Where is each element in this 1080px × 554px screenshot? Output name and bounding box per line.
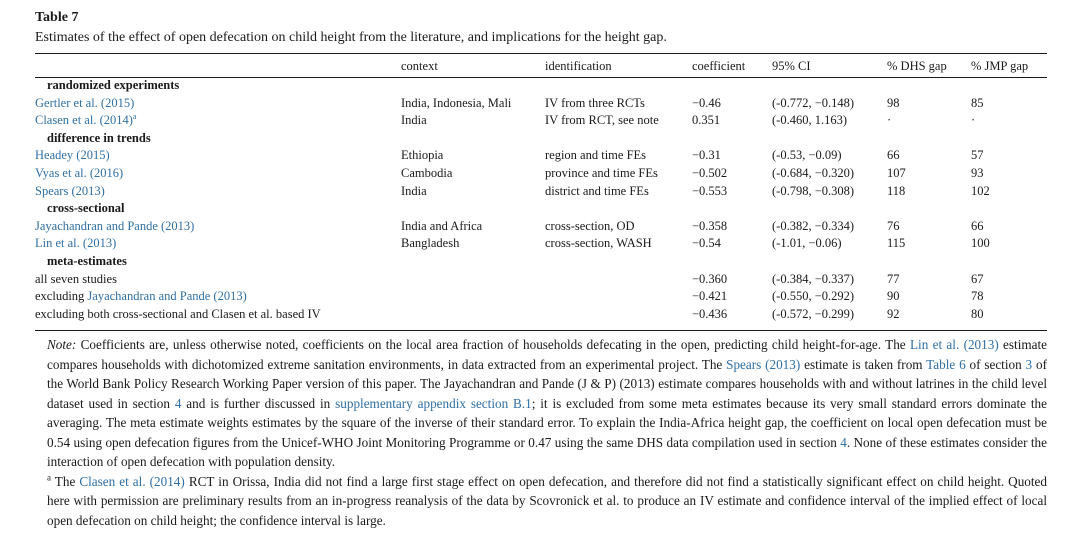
context-cell: India, Indonesia, Mali bbox=[401, 95, 512, 110]
dhs-gap-cell: 77 bbox=[887, 271, 900, 286]
coefficient-cell: −0.553 bbox=[692, 183, 728, 198]
ci-cell: (-0.772, −0.148) bbox=[772, 95, 855, 110]
jmp-gap-cell: 66 bbox=[971, 218, 984, 233]
context-cell bbox=[401, 288, 545, 306]
note-link-section4[interactable]: 4 bbox=[174, 395, 182, 411]
coefficient-cell: −0.46 bbox=[692, 95, 721, 110]
note-text: of section bbox=[965, 356, 1026, 372]
ci-cell: (-0.550, −0.292) bbox=[772, 289, 855, 304]
table-title: Table 7 bbox=[35, 10, 79, 25]
note-text: of the World Bank Policy Research Working Paper version of this paper. The Jayachandran and Pande (J & P) (2013) estimate compares households with and without latrines in the child level dataset used in section bbox=[47, 356, 1047, 411]
coefficient-cell: 0.351 bbox=[692, 113, 721, 128]
note-link-appendix[interactable]: supplementary appendix section B.1 bbox=[335, 395, 532, 411]
note-link-section4b[interactable]: 4 bbox=[840, 434, 847, 450]
table-notes bbox=[47, 335, 1047, 530]
identification-cell bbox=[545, 288, 692, 306]
estimates-table bbox=[35, 55, 1047, 323]
group-label: difference in trends bbox=[47, 130, 151, 145]
study-prefix: excluding bbox=[35, 289, 88, 304]
dhs-gap-cell: 92 bbox=[887, 306, 900, 321]
coefficient-cell: −0.54 bbox=[692, 236, 721, 251]
group-row bbox=[35, 200, 1047, 218]
note-text: ; it is excluded from some meta estimates because its very small standard errors dominate the averaging. The meta estimate weights estimates by the square of the inverse of their standard error. To explain the India-Africa height gap, the coefficient on local open defecation must be 0.54 using open defecation figures from the Unicef-WHO Joint Monitoring Programme or 0.47 using the same DHS data compilation used in section bbox=[47, 395, 1047, 450]
study-cell bbox=[35, 112, 401, 130]
note-link-spears[interactable]: Spears (2013) bbox=[726, 356, 801, 372]
table-row bbox=[35, 288, 1047, 306]
jmp-gap-cell: 67 bbox=[971, 271, 984, 286]
header-dhs-gap: % DHS gap bbox=[887, 59, 947, 73]
dhs-gap-cell: 76 bbox=[887, 218, 900, 233]
study-citation-link[interactable]: Lin et al. (2013) bbox=[35, 236, 117, 251]
ci-cell: (-1.01, −0.06) bbox=[772, 236, 842, 251]
study-cell: excluding both cross-sectional and Clasen et al. based IV bbox=[35, 306, 321, 321]
identification-cell: cross-section, WASH bbox=[545, 236, 652, 251]
context-cell: Ethiopia bbox=[401, 148, 444, 163]
dhs-gap-cell: 115 bbox=[887, 236, 906, 251]
identification-cell: IV from RCT, see note bbox=[545, 113, 659, 128]
table-row bbox=[35, 165, 1047, 183]
table-top-rule bbox=[35, 53, 1047, 54]
context-cell: Bangladesh bbox=[401, 236, 460, 251]
coefficient-cell: −0.358 bbox=[692, 218, 728, 233]
note-text: estimate compares households with dichotomized extreme sanitation environments, in data extracted from an experimental project. The bbox=[47, 337, 1047, 372]
jmp-gap-cell: 93 bbox=[971, 165, 984, 180]
group-label: meta-estimates bbox=[47, 253, 127, 268]
table-row bbox=[35, 306, 1047, 324]
group-row bbox=[35, 77, 1047, 95]
footnote-mark: a bbox=[47, 472, 51, 483]
jmp-gap-cell: · bbox=[971, 113, 976, 128]
table-row bbox=[35, 183, 1047, 201]
note-paragraph bbox=[47, 335, 1047, 472]
header-coefficient: coefficient bbox=[692, 59, 746, 73]
study-cell: all seven studies bbox=[35, 271, 117, 286]
context-cell bbox=[401, 306, 545, 324]
ci-cell: (-0.384, −0.337) bbox=[772, 271, 855, 286]
ci-cell: (-0.53, −0.09) bbox=[772, 148, 842, 163]
note-link-table6[interactable]: Table 6 bbox=[926, 356, 966, 372]
footnote-text: RCT in Orissa, India did not find a large first stage effect on open defecation, and therefore did not find a statistically significant effect on child height. Quoted here with permission are preliminary results from an in-progress reanalysis of the data by Scovronick et al. to produce an IV estimate and confidence interval of the implied effect of local open defecation on child height; the confidence interval is large. bbox=[47, 473, 1048, 528]
jmp-gap-cell: 78 bbox=[971, 289, 984, 304]
dhs-gap-cell: 66 bbox=[887, 148, 900, 163]
ci-cell: (-0.798, −0.308) bbox=[772, 183, 855, 198]
identification-cell: region and time FEs bbox=[545, 148, 647, 163]
context-cell: India bbox=[401, 113, 427, 128]
group-row bbox=[35, 253, 1047, 271]
table-row bbox=[35, 112, 1047, 130]
table-row bbox=[35, 95, 1047, 113]
study-cell bbox=[35, 218, 401, 236]
jmp-gap-cell: 85 bbox=[971, 95, 984, 110]
dhs-gap-cell: · bbox=[887, 113, 892, 128]
context-cell: Cambodia bbox=[401, 165, 453, 180]
note-text: . None of these estimates consider the interaction of open defecation with population density. bbox=[47, 434, 1047, 469]
dhs-gap-cell: 90 bbox=[887, 289, 900, 304]
footnote-paragraph bbox=[47, 472, 1047, 531]
study-citation-link[interactable]: Spears (2013) bbox=[35, 183, 105, 198]
footnote-marker[interactable]: a bbox=[132, 112, 137, 122]
header-identification: identification bbox=[545, 59, 612, 73]
identification-cell bbox=[545, 306, 692, 324]
ci-cell: (-0.460, 1.163) bbox=[772, 113, 847, 128]
coefficient-cell: −0.502 bbox=[692, 165, 728, 180]
group-row bbox=[35, 130, 1047, 148]
study-cell bbox=[35, 183, 401, 201]
note-text: and is further discussed in bbox=[181, 395, 336, 411]
ci-cell: (-0.382, −0.334) bbox=[772, 218, 855, 233]
note-label: Note: bbox=[47, 337, 77, 352]
identification-cell: province and time FEs bbox=[545, 165, 658, 180]
jmp-gap-cell: 102 bbox=[971, 183, 990, 198]
note-text: Coefficients are, unless otherwise noted, coefficients on the local area fraction of households defecating in the open, predicting child height-for-age. The bbox=[76, 337, 910, 352]
study-citation-link[interactable]: Gertler et al. (2015) bbox=[35, 95, 135, 110]
table-row bbox=[35, 218, 1047, 236]
coefficient-cell: −0.360 bbox=[692, 271, 728, 286]
coefficient-cell: −0.31 bbox=[692, 148, 721, 163]
header-jmp-gap: % JMP gap bbox=[971, 59, 1029, 73]
footnote-link-clasen[interactable]: Clasen et al. (2014) bbox=[79, 473, 185, 489]
dhs-gap-cell: 107 bbox=[887, 165, 906, 180]
ci-cell: (-0.572, −0.299) bbox=[772, 306, 855, 321]
header-study bbox=[35, 55, 401, 77]
study-citation-link[interactable]: Headey (2015) bbox=[35, 148, 110, 163]
study-citation-link[interactable]: Vyas et al. (2016) bbox=[35, 165, 124, 180]
identification-cell: cross-section, OD bbox=[545, 218, 635, 233]
jmp-gap-cell: 100 bbox=[971, 236, 990, 251]
ci-cell: (-0.684, −0.320) bbox=[772, 165, 855, 180]
study-citation-link[interactable]: Clasen et al. (2014) bbox=[35, 113, 133, 128]
table-row bbox=[35, 271, 1047, 289]
table-caption: Estimates of the effect of open defecation on child height from the literature, and implications for the height gap. bbox=[35, 30, 667, 45]
identification-cell: IV from three RCTs bbox=[545, 95, 645, 110]
dhs-gap-cell: 98 bbox=[887, 95, 900, 110]
table-bottom-rule bbox=[35, 330, 1047, 331]
study-citation-link[interactable]: Jayachandran and Pande (2013) bbox=[35, 218, 195, 233]
note-text: estimate is taken from bbox=[800, 356, 927, 372]
coefficient-cell: −0.421 bbox=[692, 289, 728, 304]
footnote-text: The bbox=[51, 473, 80, 489]
study-cell bbox=[35, 165, 401, 183]
identification-cell: district and time FEs bbox=[545, 183, 649, 198]
group-label: cross-sectional bbox=[47, 201, 125, 216]
context-cell bbox=[401, 271, 545, 289]
study-cell bbox=[35, 288, 401, 306]
note-link-lin[interactable]: Lin et al. (2013) bbox=[909, 337, 999, 352]
jmp-gap-cell: 57 bbox=[971, 148, 984, 163]
jmp-gap-cell: 80 bbox=[971, 306, 984, 321]
header-ci: 95% CI bbox=[772, 59, 811, 73]
study-citation-link[interactable]: Jayachandran and Pande (2013) bbox=[87, 289, 247, 304]
study-cell bbox=[35, 147, 401, 165]
table-row bbox=[35, 235, 1047, 253]
context-cell: India and Africa bbox=[401, 218, 483, 233]
coefficient-cell: −0.436 bbox=[692, 306, 728, 321]
dhs-gap-cell: 118 bbox=[887, 183, 906, 198]
header-context: context bbox=[401, 59, 438, 73]
study-cell bbox=[35, 235, 401, 253]
identification-cell bbox=[545, 271, 692, 289]
note-link-section3[interactable]: 3 bbox=[1025, 356, 1033, 372]
table-header-row bbox=[35, 55, 1047, 77]
context-cell: India bbox=[401, 183, 427, 198]
study-cell bbox=[35, 95, 401, 113]
table-row bbox=[35, 147, 1047, 165]
group-label: randomized experiments bbox=[47, 78, 180, 92]
